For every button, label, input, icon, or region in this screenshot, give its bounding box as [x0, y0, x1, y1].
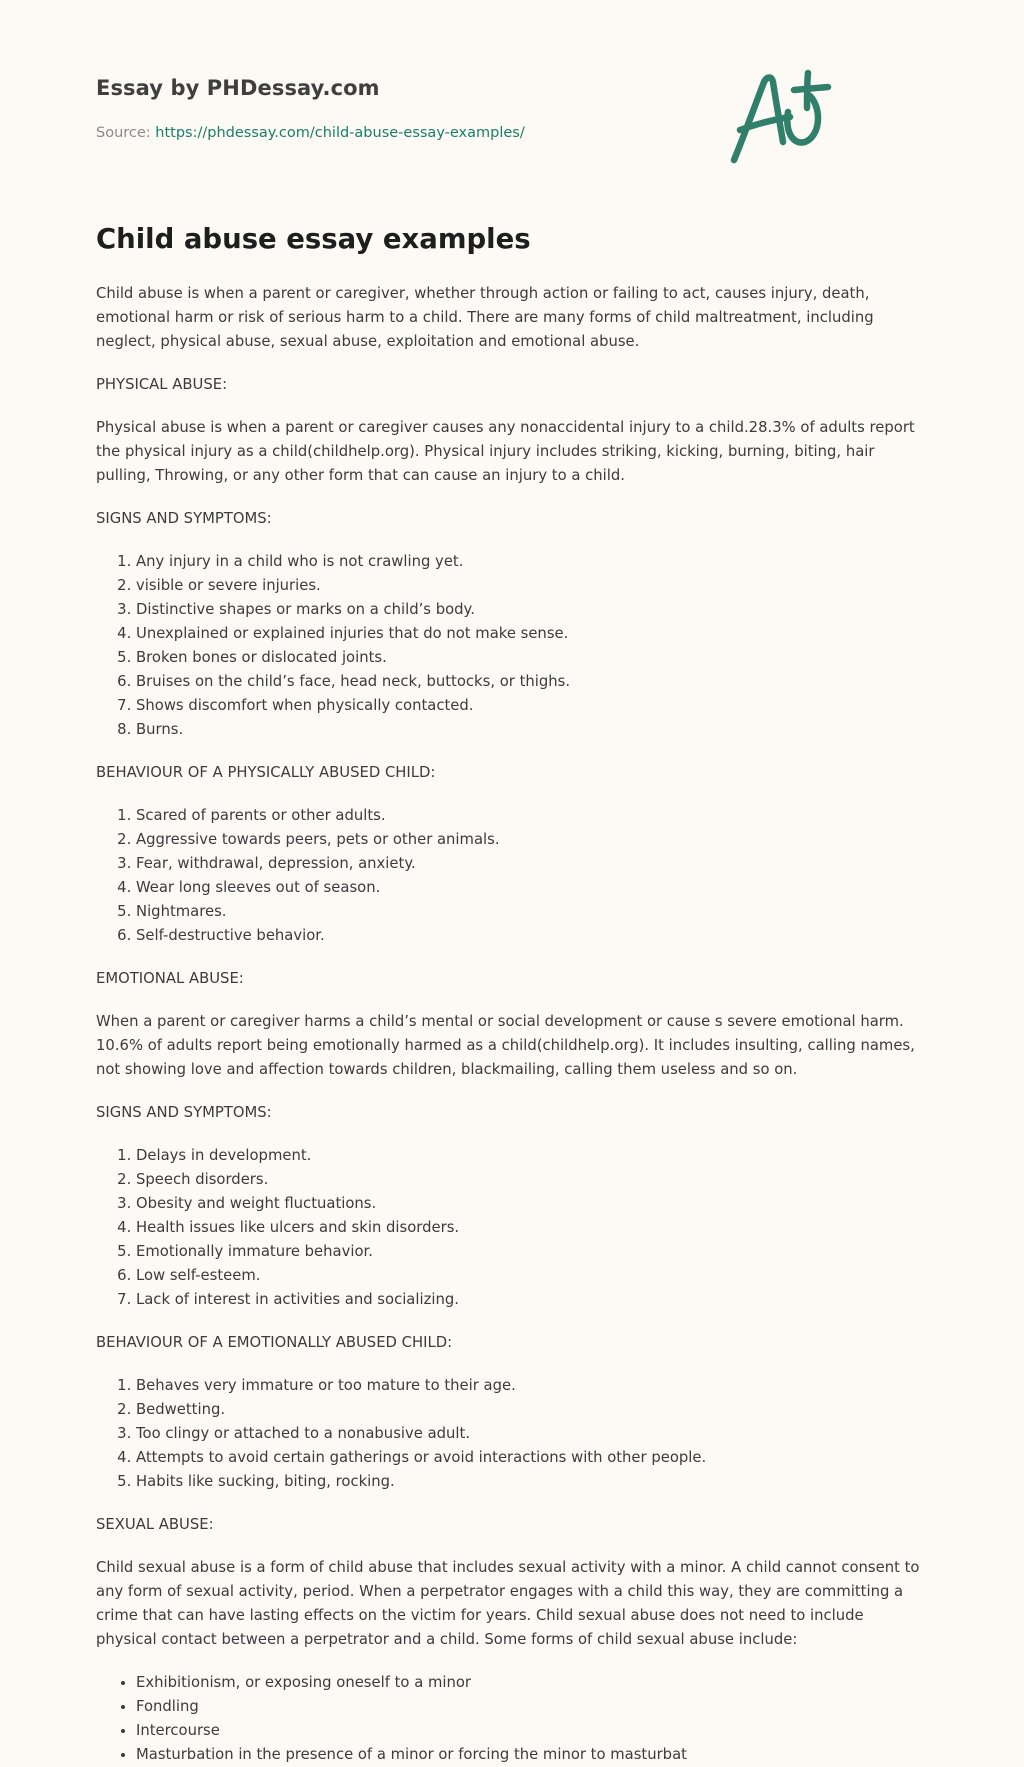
site-title: Essay by PHDessay.com [96, 76, 380, 100]
source-link[interactable]: https://phdessay.com/child-abuse-essay-examples/ [155, 125, 525, 141]
emotional-abuse-paragraph: When a parent or caregiver harms a child’s mental or social development or cause s severe emotional harm. 10.6% of adults report being emotionally harmed as a child(childhelp.org). It includes insulting, calling names, not showing love and affection towards children, blackmailing, calling them useless and so on. [96, 1013, 915, 1078]
list-item: 1. Scared of parents or other adults. [136, 804, 928, 828]
a-plus-logo-icon [728, 68, 832, 166]
list-item: 1. Delays in development. [136, 1144, 928, 1168]
list-item: 5. Nightmares. [136, 900, 928, 924]
list-item: 3. Too clingy or attached to a nonabusive adult. [136, 1422, 928, 1446]
physical-signs-list [96, 550, 928, 742]
physical-signs-heading: SIGNS AND SYMPTOMS: [96, 510, 272, 527]
page-header [96, 0, 928, 205]
list-item: 5. Habits like sucking, biting, rocking. [136, 1470, 928, 1494]
list-item: 2. Speech disorders. [136, 1168, 928, 1192]
emotional-behaviour-heading: BEHAVIOUR OF A EMOTIONALLY ABUSED CHILD: [96, 1334, 453, 1351]
physical-abuse-heading: PHYSICAL ABUSE: [96, 376, 228, 393]
list-item: 4. Health issues like ulcers and skin disorders. [136, 1216, 928, 1240]
list-item: 5. Emotionally immature behavior. [136, 1240, 928, 1264]
list-item: 2. visible or severe injuries. [136, 574, 928, 598]
emotional-behaviour-list [96, 1374, 928, 1494]
list-item: 1. Any injury in a child who is not crawling yet. [136, 550, 928, 574]
list-item: 2. Aggressive towards peers, pets or other animals. [136, 828, 928, 852]
list-item: 3. Fear, withdrawal, depression, anxiety. [136, 852, 928, 876]
list-item: • Intercourse [136, 1719, 928, 1743]
essay-content [96, 223, 928, 1767]
list-item: 1. Behaves very immature or too mature to their age. [136, 1374, 928, 1398]
list-item: 7. Shows discomfort when physically contacted. [136, 694, 928, 718]
list-item: • Fondling [136, 1695, 928, 1719]
emotional-abuse-heading: EMOTIONAL ABUSE: [96, 970, 244, 987]
sexual-abuse-paragraph: Child sexual abuse is a form of child abuse that includes sexual activity with a minor. A child cannot consent to any form of sexual activity, period. When a perpetrator engages with a child this way, they are committing a crime that can have lasting effects on the victim for years. Child sexual abuse does not need to include physical contact between a perpetrator and a child. Some forms of child sexual abuse include: [96, 1559, 920, 1648]
list-item: 2. Bedwetting. [136, 1398, 928, 1422]
source-line [96, 125, 525, 141]
physical-behaviour-list [96, 804, 928, 948]
list-item: • Masturbation in the presence of a minor or forcing the minor to masturbat [136, 1743, 928, 1767]
list-item: 5. Broken bones or dislocated joints. [136, 646, 928, 670]
list-item: 8. Burns. [136, 718, 928, 742]
list-item: 4. Attempts to avoid certain gatherings or avoid interactions with other people. [136, 1446, 928, 1470]
essay-title: Child abuse essay examples [96, 223, 531, 255]
list-item: 3. Distinctive shapes or marks on a child’s body. [136, 598, 928, 622]
physical-behaviour-heading: BEHAVIOUR OF A PHYSICALLY ABUSED CHILD: [96, 764, 436, 781]
intro-paragraph: Child abuse is when a parent or caregiver, whether through action or failing to act, causes injury, death, emotional harm or risk of serious harm to a child. There are many forms of child maltreatment, including neglect, physical abuse, sexual abuse, exploitation and emotional abuse. [96, 285, 874, 350]
emotional-signs-list [96, 1144, 928, 1312]
source-label: Source: [96, 125, 151, 141]
sexual-abuse-heading: SEXUAL ABUSE: [96, 1516, 214, 1533]
sexual-forms-list [96, 1671, 928, 1767]
list-item: 6. Bruises on the child’s face, head neck, buttocks, or thighs. [136, 670, 928, 694]
list-item: 3. Obesity and weight fluctuations. [136, 1192, 928, 1216]
list-item: • Exhibitionism, or exposing oneself to a minor [136, 1671, 928, 1695]
emotional-signs-heading: SIGNS AND SYMPTOMS: [96, 1104, 272, 1121]
list-item: 4. Wear long sleeves out of season. [136, 876, 928, 900]
list-item: 6. Low self-esteem. [136, 1264, 928, 1288]
list-item: 7. Lack of interest in activities and socializing. [136, 1288, 928, 1312]
physical-abuse-paragraph: Physical abuse is when a parent or caregiver causes any nonaccidental injury to a child.28.3% of adults report the physical injury as a child(childhelp.org). Physical injury includes striking, kicking, burning, biting, hair pulling, Throwing, or any other form that can cause an injury to a child. [96, 419, 915, 484]
list-item: 4. Unexplained or explained injuries that do not make sense. [136, 622, 928, 646]
list-item: 6. Self-destructive behavior. [136, 924, 928, 948]
